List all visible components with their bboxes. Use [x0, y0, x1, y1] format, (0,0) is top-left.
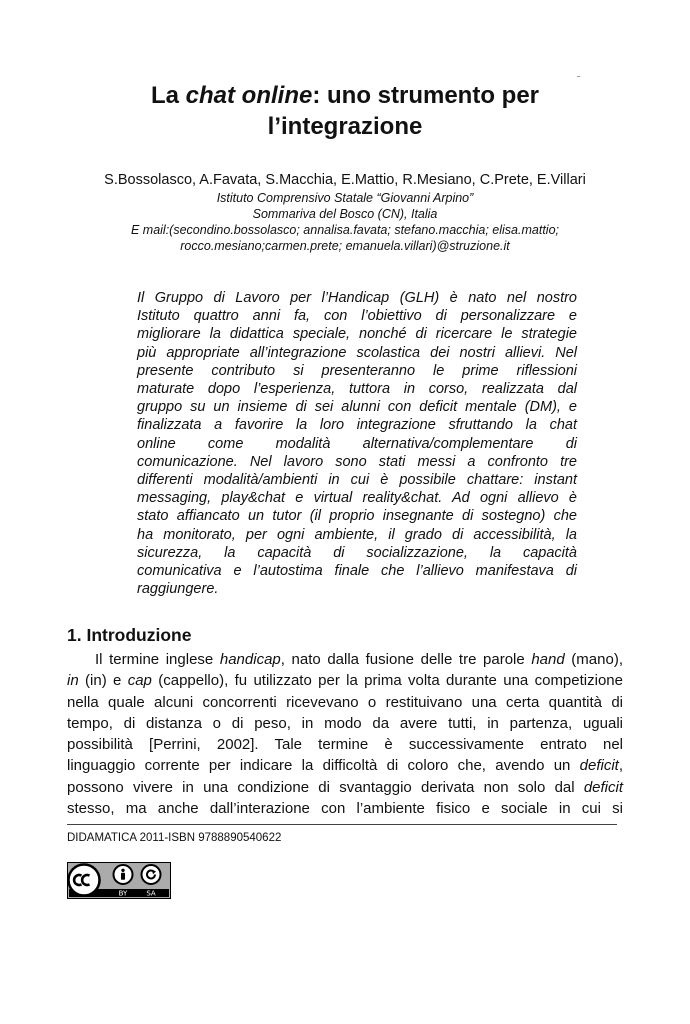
email-line: rocco.mesiano;carmen.prete; emanuela.villari)@struzione.it	[180, 239, 510, 253]
body-line: in (in) e cap (cappello), fu utilizzato per la prima volta durante una competizione	[67, 672, 623, 690]
affiliation-line: Sommariva del Bosco (CN), Italia	[252, 207, 438, 221]
cc-by-sa-icon	[67, 862, 171, 899]
affiliation-block	[60, 190, 630, 254]
email-line: E mail:(secondino.bossolasco; annalisa.favata; stefano.macchia; elisa.mattio;	[130, 223, 559, 237]
author-list: S.Bossolasco, A.Favata, S.Macchia, E.Mattio, R.Mesiano, C.Prete, E.Villari	[104, 172, 586, 188]
abstract-line: ha monitorato, per ogni ambiente, il grado di accessibilità, la	[137, 526, 577, 543]
license-sa-label: SA	[146, 889, 156, 898]
affiliation-line: Istituto Comprensivo Statale “Giovanni Arpino”	[216, 191, 474, 205]
abstract-line: presente contributo si presenteranno le prime riflessioni	[137, 362, 577, 379]
paper-title: La chat online: uno strumento per l’integrazione	[150, 82, 540, 140]
abstract-line: migliorare la didattica speciale, nonché di ricercare le strategie	[137, 326, 577, 343]
body-line: linguaggio corrente per indicare la difficoltà di coloro che, avendo un deficit,	[67, 757, 623, 775]
abstract-line: comunicazione. Nel lavoro sono stati messi a confronto tre	[137, 453, 577, 470]
abstract-line: comunicativa e l’autostima finale che l’allievo manifestava di	[137, 563, 577, 580]
abstract-line: maturate dopo l’esperienza, tuttora in corso, realizzata dal	[137, 381, 577, 398]
section-heading: 1. Introduzione	[67, 625, 192, 645]
abstract-line: Istituto quattro anni fa, con l’obiettivo di personalizzare e	[137, 308, 577, 325]
intro-paragraph	[67, 649, 623, 819]
body-line: tempo, di distanza o di peso, in modo da avere tutti, in partenza, uguali	[67, 714, 623, 732]
body-line: possono vivere in una condizione di svantaggio derivata non solo dal deficit	[67, 778, 623, 796]
body-line: Il termine inglese handicap, nato dalla fusione delle tre parole hand (mano),	[95, 651, 623, 668]
abstract-line: differenti modalità/ambienti in cui è possibile chattare: instant	[137, 472, 577, 489]
body-line: possibilità [Perrini, 2002]. Tale termine è successivamente entrato nel	[67, 736, 623, 754]
abstract-line: finalizzata a favorire la loro integrazione sfruttando la chat	[137, 417, 577, 434]
abstract-line: Il Gruppo di Lavoro per l’Handicap (GLH) è nato nel nostro	[137, 290, 577, 306]
footer-text: DIDAMATICA 2011-ISBN 9788890540622	[67, 832, 282, 844]
body-line: nella quale alcuni concorrenti ricevevano o restituivano una certa quantità di	[67, 693, 623, 711]
abstract-line: sicurezza, la capacità di socializzazione, la capacità	[137, 544, 577, 561]
abstract-line: gruppo su un insieme di sei alunni con deficit mentale (DM), e	[137, 399, 577, 416]
abstract-line: più appropriate all’integrazione scolastica dei nostri allievi. Nel	[137, 344, 577, 361]
license-by-label: BY	[118, 889, 128, 898]
footer-rule	[67, 824, 617, 825]
stray-mark	[577, 76, 580, 77]
abstract-line: stato affiancato un tutor (il proprio insegnante di sostegno) che	[137, 508, 577, 525]
abstract	[137, 289, 577, 598]
body-line: stesso, ma anche dall’interazione con l’ambiente fisico e sociale in cui si	[67, 800, 623, 818]
abstract-line: raggiungere.	[137, 581, 219, 598]
abstract-line: messaging, play&chat e virtual reality&chat. Ad ogni allievo è	[137, 490, 577, 507]
abstract-line: online come modalità alternativa/complementare di	[137, 435, 577, 452]
